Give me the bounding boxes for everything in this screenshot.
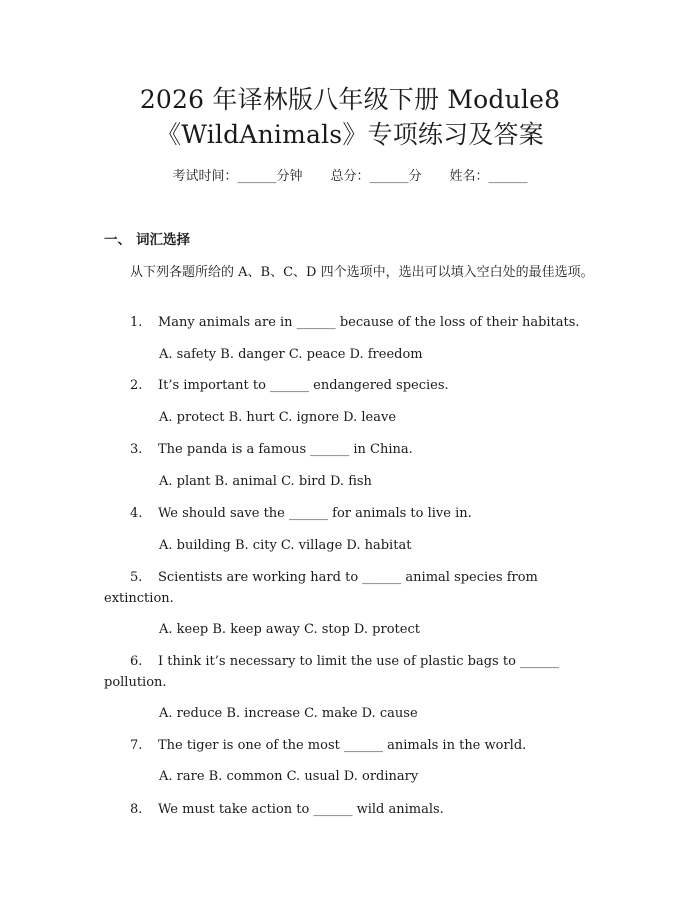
question-text: We must take action to ______ wild animals. xyxy=(158,802,444,817)
section-heading xyxy=(104,231,190,249)
question-options: A. plant B. animal C. bird D. fish xyxy=(159,474,372,489)
question-item xyxy=(104,735,604,756)
question-item xyxy=(104,439,604,460)
question-item xyxy=(104,651,604,693)
question-item xyxy=(104,799,604,820)
question-item xyxy=(104,312,604,333)
exam-info xyxy=(0,168,700,186)
question-text: The tiger is one of the most ______ animals in the world. xyxy=(158,738,527,753)
exam-score-field: 总分：______分 xyxy=(330,169,422,184)
exam-time-field: 考试时间：______分钟 xyxy=(172,169,303,184)
question-text: The panda is a famous ______ in China. xyxy=(158,442,413,457)
question-number: 6. xyxy=(130,654,143,669)
question-item xyxy=(104,503,604,524)
question-text: It’s important to ______ endangered species. xyxy=(158,378,449,393)
section-title: 词汇选择 xyxy=(136,232,190,248)
question-number: 4. xyxy=(130,506,143,521)
question-number: 7. xyxy=(130,738,143,753)
question-options: A. protect B. hurt C. ignore D. leave xyxy=(159,410,397,425)
question-text: Scientists are working hard to ______ animal species from extinction. xyxy=(104,570,538,606)
question-number: 8. xyxy=(130,802,143,817)
question-number: 2. xyxy=(130,378,143,393)
question-options: A. keep B. keep away C. stop D. protect xyxy=(159,622,420,637)
exam-name-field: 姓名：______ xyxy=(449,169,528,184)
question-number: 5. xyxy=(130,570,143,585)
question-number: 3. xyxy=(130,442,143,457)
question-options: A. rare B. common C. usual D. ordinary xyxy=(159,769,419,784)
question-number: 1. xyxy=(130,315,143,330)
document-title-line-1: 2026 年译林版八年级下册 Module8 xyxy=(139,85,561,114)
document-title-line-2: 《WildAnimals》专项练习及答案 xyxy=(156,120,544,149)
question-options: A. reduce B. increase C. make D. cause xyxy=(159,706,418,721)
question-item xyxy=(104,567,604,609)
question-text: Many animals are in ______ because of the loss of their habitats. xyxy=(158,315,580,330)
question-options: A. safety B. danger C. peace D. freedom xyxy=(159,347,423,362)
question-text: I think it’s necessary to limit the use of plastic bags to ______ pollution. xyxy=(104,654,560,690)
section-instruction: 从下列各题所给的 A、B、C、D 四个选项中，选出可以填入空白处的最佳选项。 xyxy=(130,265,594,280)
question-item xyxy=(104,375,604,396)
question-options: A. building B. city C. village D. habitat xyxy=(159,538,412,553)
question-text: We should save the ______ for animals to live in. xyxy=(158,506,472,521)
section-number: 一、 xyxy=(104,232,131,248)
